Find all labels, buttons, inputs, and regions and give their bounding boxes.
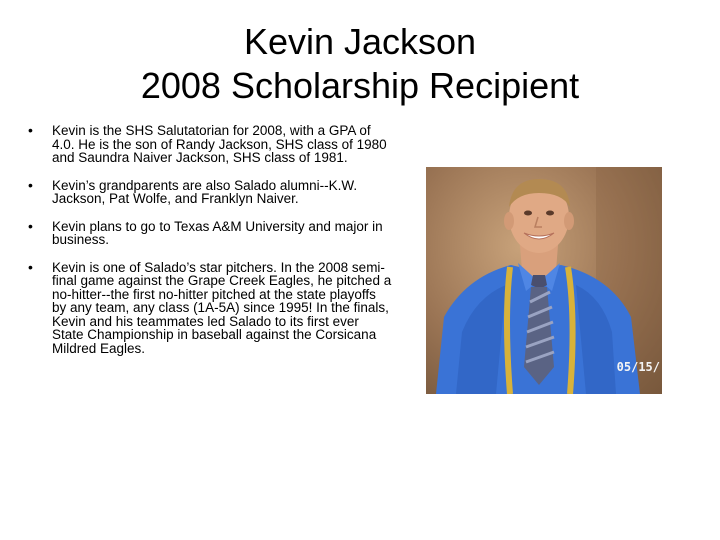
bullet-text: Kevin’s grandparents are also Salado alumni--K.W. Jackson, Pat Wolfe, and Franklyn Naiver. [52,177,358,206]
bullet-dot: • [28,258,33,275]
bullet-dot: • [28,176,33,193]
bullet-list [22,124,392,369]
bullet-text: Kevin is one of Salado’s star pitchers. In the 2008 semi-final game against the Grape Creek Eagles, he pitched a no-hitter--the first no-hitter pitched at the state playoffs by any team, any class (1A-5A) since 1995! In the finals, Kevin and his teammates led Salado to its first ever State Championship in baseball against the Corsicana Mildred Eagles. [52,259,392,356]
title-line-1: Kevin Jackson [243,21,477,62]
portrait-photo [426,167,662,394]
bullet-item [22,258,392,356]
bullet-item [22,124,392,165]
bullet-dot: • [28,122,33,138]
bullet-item [22,176,392,206]
photo-date-stamp: 05/15/ [616,360,660,374]
slide-title [0,20,720,108]
bullet-item [22,217,392,247]
bullet-text: Kevin is the SHS Salutatorian for 2008, with a GPA of 4.0. He is the son of Randy Jackson, SHS class of 1980 and Saundra Naiver Jackson, SHS class of 1981. [52,123,387,165]
bullet-text: Kevin plans to go to Texas A&M University and major in business. [52,218,383,247]
title-line-2: 2008 Scholarship Recipient [140,65,580,106]
bullet-dot: • [28,217,33,234]
